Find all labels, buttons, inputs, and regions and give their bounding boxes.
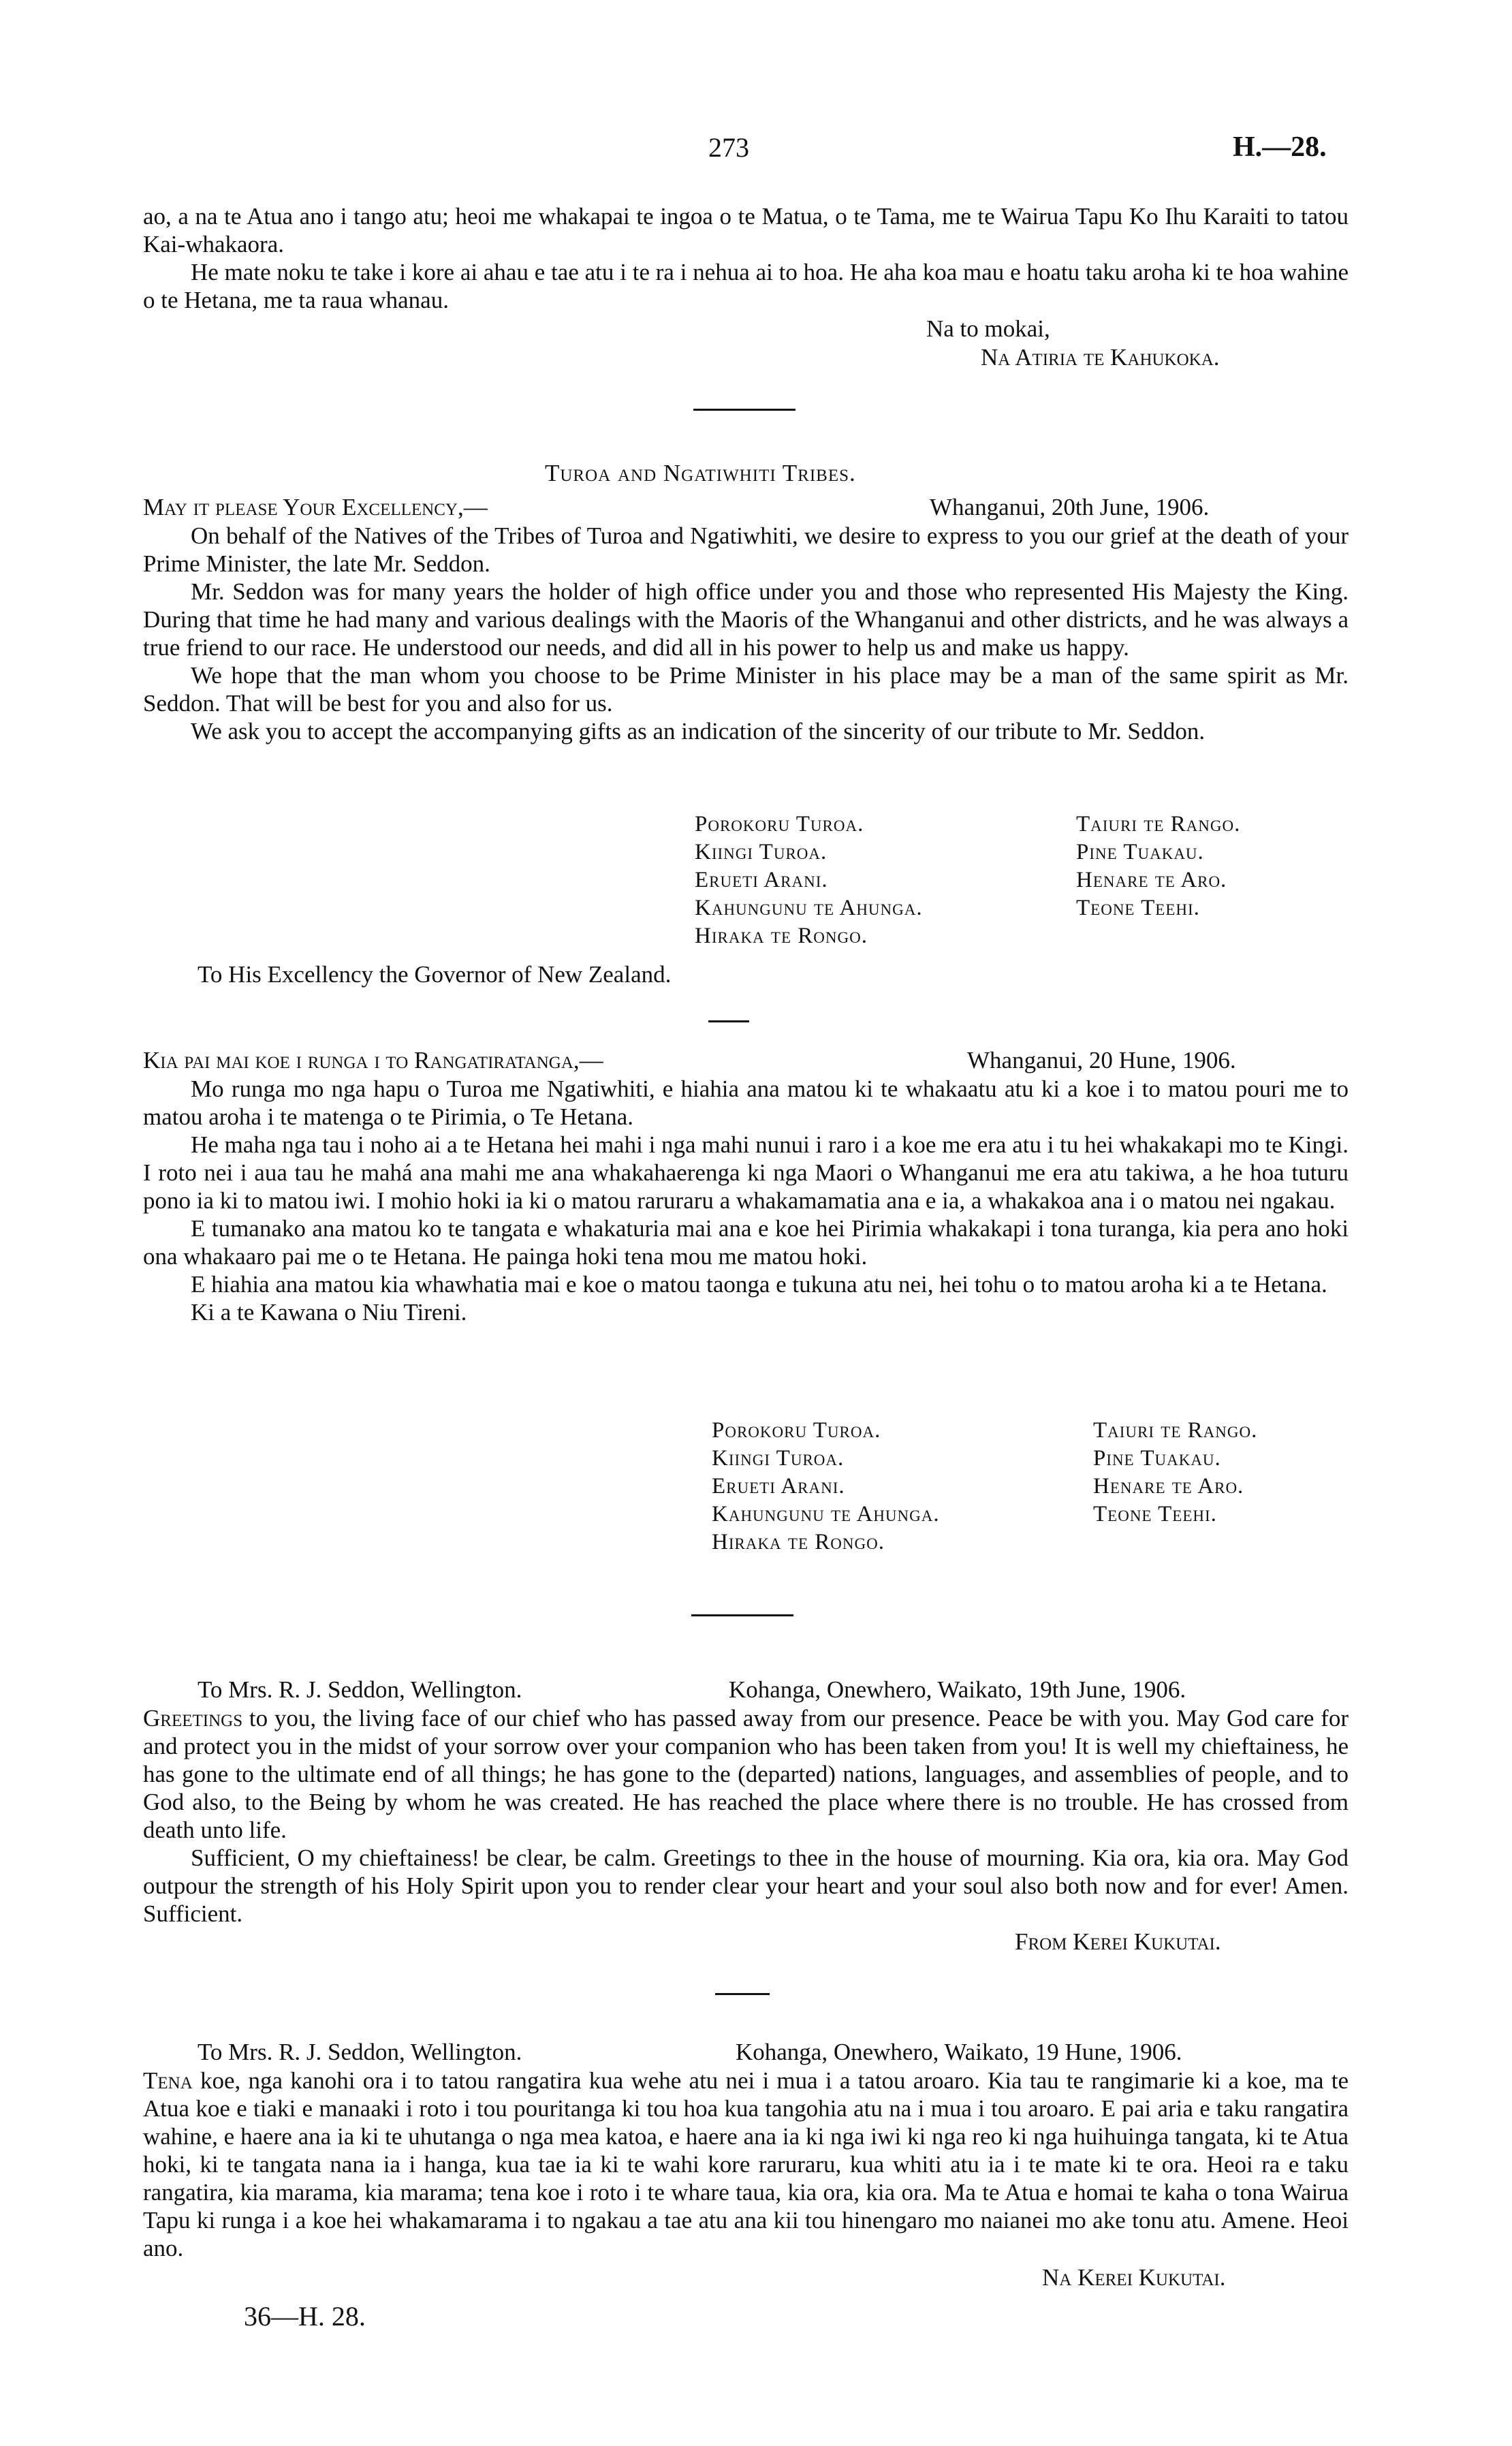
opening-word: Tena — [143, 2067, 193, 2094]
paragraph — [143, 2067, 1349, 2262]
signatory: Kiingi Turoa. — [712, 1446, 845, 1471]
letter-body — [143, 2067, 1349, 2262]
paragraph: E hiahia ana matou kia whawhatia mai e koe o matou taonga e tukuna atu nei, hei tohu o to matou aroha ki a te Hetana. — [191, 1271, 1327, 1298]
signatories — [695, 811, 1362, 950]
page-number: 273 — [708, 132, 749, 163]
section-divider — [691, 1614, 793, 1616]
letter-signature: Na Kerei Kukutai. — [1042, 2264, 1226, 2291]
signatory: Kahungunu te Ahunga. — [695, 896, 923, 920]
signatory: Henare te Aro. — [1076, 868, 1227, 892]
signatory: Erueti Arani. — [695, 868, 828, 892]
letter-signature: Na Atiria te Kahukoka. — [981, 344, 1220, 371]
place-date: Whanganui, 20th June, 1906. — [930, 494, 1210, 520]
section-divider — [693, 409, 796, 411]
paragraph: ao, a na te Atua ano i tango atu; heoi me whakapai te ingoa o te Matua, o te Tama, me te Wairua Tapu Ko Ihu Karaiti to tatou Kai-whakaora. — [143, 203, 1349, 257]
paragraph-text: koe, nga kanohi ora i to tatou rangatira kua wehe atu nei i mua i a tatou aroaro. Kia tau te rangimarie ki a koe, ma te Atua koe e tiaki e manaaki i roto i tou pouritanga ki tou hoa kua tangohia atu na i mua i tou aroaro. E pai aria e taku rangatira wahine, e haere ana ia ki te uhutanga o nga mea katoa, e haere ana ia ki nga iwi ki nga reo ki nga huihuinga tangata, ki te Atua hoki, ki te tangata nana ia i hanga, kua tae ia ki te wahi kore raruraru, kua whiti atu ia i te mate ki te ora. Heoi ra e taku rangatira, kia marama, kia marama; tena koe i roto i te whare taua, kia ora, kia ora. Ma te Atua e homai te kaha o tona Wairua Tapu ki runga i a koe hei whakamarama i to ngakau a tae atu ana kii tou hinengaro mo naianei mo ake tonu atu. Amene. Heoi ano. — [143, 2067, 1349, 2261]
signatory: Teone Teehi. — [1093, 1502, 1217, 1526]
addressee: To His Excellency the Governor of New Zealand. — [198, 961, 672, 988]
signatory: Porokoru Turoa. — [712, 1418, 881, 1443]
printer-signature-mark: 36—H. 28. — [244, 2301, 366, 2332]
signatories — [712, 1417, 1379, 1556]
paragraph — [143, 1704, 1349, 1844]
signatory: Pine Tuakau. — [1076, 840, 1204, 864]
paragraph: We ask you to accept the accompanying gifts as an indication of the sincerity of our tribute to Mr. Seddon. — [191, 718, 1206, 744]
signatory: Hiraka te Rongo. — [712, 1530, 885, 1554]
salutation: Kia pai mai koe i runga i to Rangatiratanga,— — [143, 1047, 603, 1073]
place-date: Kohanga, Onewhero, Waikato, 19 Hune, 1906. — [736, 2039, 1182, 2065]
letter-body — [143, 522, 1349, 745]
addressee: Ki a te Kawana o Niu Tireni. — [191, 1299, 467, 1326]
signatory: Kiingi Turoa. — [695, 840, 828, 864]
section-divider — [715, 1993, 770, 1995]
signatory: Hiraka te Rongo. — [695, 924, 868, 948]
salutation: May it please Your Excellency,— — [143, 494, 488, 520]
addressee: To Mrs. R. J. Seddon, Wellington. — [198, 2039, 522, 2065]
paragraph-text: to you, the living face of our chief who has passed away from our presence. Peace be with you. May God care for and protect you in the midst of your sorrow over your companion who has been taken from you! It is well my chieftainess, he has gone to the ultimate end of all things; he has gone to the (departed) nations, languages, and assemblies of people, and to God also, to the Being by whom he was created. He has reached the place where there is no trouble. He has crossed from death unto life. — [143, 1705, 1349, 1843]
letter-continuation — [143, 202, 1349, 314]
paragraph: Sufficient, O my chieftainess! be clear, be calm. Greetings to thee in the house of mourning. Kia ora, kia ora. May God outpour the strength of his Holy Spirit upon you to render clear your heart and your soul also both now and for ever! Amen. Sufficient. — [143, 1845, 1349, 1927]
signatory: Erueti Arani. — [712, 1474, 845, 1499]
place-date: Kohanga, Onewhero, Waikato, 19th June, 1906. — [729, 1676, 1186, 1703]
signatory: Taiuri te Rango. — [1093, 1418, 1258, 1443]
signatory: Henare te Aro. — [1093, 1474, 1244, 1499]
signatory: Porokoru Turoa. — [695, 812, 864, 836]
opening-word: Greetings — [143, 1705, 243, 1731]
addressee: To Mrs. R. J. Seddon, Wellington. — [198, 1676, 522, 1703]
paragraph: He maha nga tau i noho ai a te Hetana hei mahi i nga mahi nunui i raro i a koe me era atu i tu hei whakakapi mo te Kingi. I roto nei i aua tau he mahá ana mahi me ana whakahaerenga ki nga Maori o Whanganui me era atu takiwa, a he hoa tuturu pono ia ki to matou iwi. I mohio hoki ia ki o matou raruraru a whakamamatia ana e ia, a whakakoa ana i o matou nei ngakau. — [143, 1131, 1349, 1214]
letter-body — [143, 1075, 1349, 1326]
letter-closing: Na to mokai, — [926, 315, 1050, 342]
paragraph: On behalf of the Natives of the Tribes of Turoa and Ngatiwhiti, we desire to express to you our grief at the death of your Prime Minister, the late Mr. Seddon. — [143, 522, 1349, 577]
signatory: Teone Teehi. — [1076, 896, 1200, 920]
paragraph: We hope that the man whom you choose to be Prime Minister in his place may be a man of the same spirit as Mr. Seddon. That will be best for you and also for us. — [143, 662, 1349, 717]
place-date: Whanganui, 20 Hune, 1906. — [967, 1047, 1236, 1073]
paragraph: He mate noku te take i kore ai ahau e tae atu i te ra i nehua ai to hoa. He aha koa mau e hoatu taku aroha ki te hoa wahine o te Hetana, me ta raua whanau. — [143, 259, 1349, 313]
signatory: Pine Tuakau. — [1093, 1446, 1221, 1471]
section-divider — [708, 1020, 749, 1022]
paragraph: Mo runga mo nga hapu o Turoa me Ngatiwhiti, e hiahia ana matou ki te whakaatu atu ki a koe i to matou pouri me to matou aroha i te matenga o te Pirimia, o Te Hetana. — [143, 1076, 1349, 1130]
signatory: Kahungunu te Ahunga. — [712, 1502, 940, 1526]
section-title: Turoa and Ngatiwhiti Tribes. — [545, 460, 856, 486]
paragraph: E tumanako ana matou ko te tangata e whakaturia mai ana e koe hei Pirimia whakakapi i tona turanga, kia pera ano hoki ona whakaaro pai me o te Hetana. He painga hoki tena mou me matou hoki. — [143, 1215, 1349, 1270]
paragraph: Mr. Seddon was for many years the holder of high office under you and those who represented His Majesty the King. During that time he had many and various dealings with the Maoris of the Whanganui and other districts, and he was always a true friend to our race. He understood our needs, and did all in his power to help us and make us happy. — [143, 578, 1349, 661]
letter-signature: From Kerei Kukutai. — [1015, 1928, 1221, 1955]
document-reference: H.—28. — [1233, 131, 1327, 163]
letter-body — [143, 1704, 1349, 1928]
signatory: Taiuri te Rango. — [1076, 812, 1241, 836]
